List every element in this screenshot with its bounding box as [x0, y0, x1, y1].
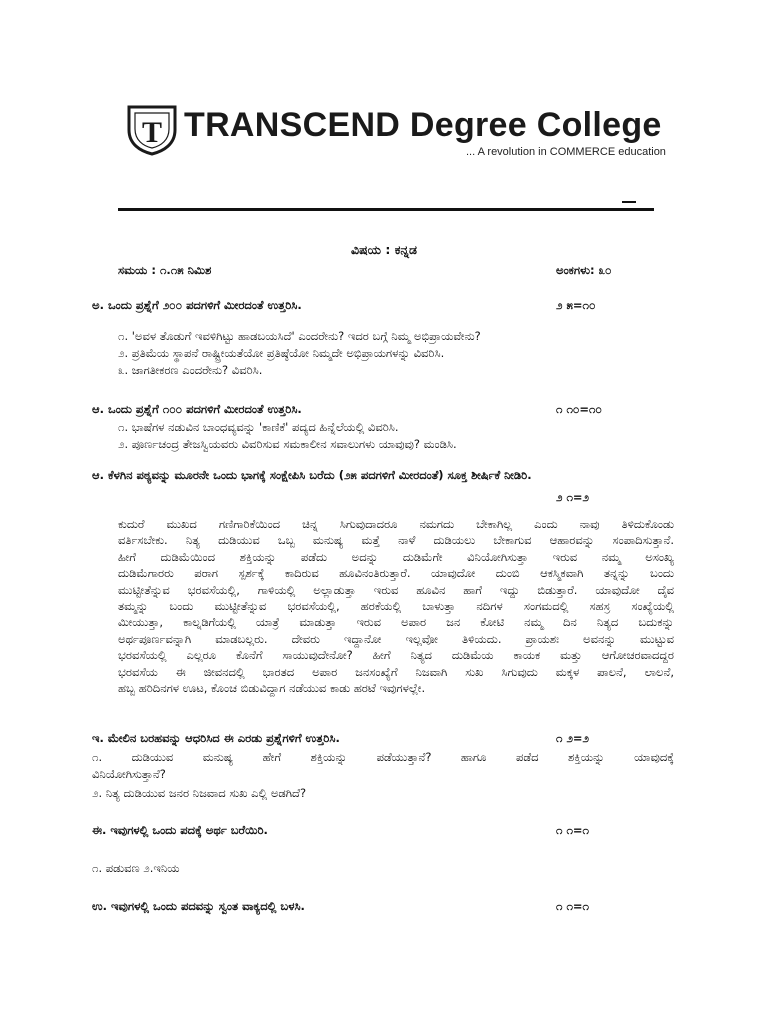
section-u-heading: ಉ. ಇವುಗಳಲ್ಲಿ ಒಂದು ಪದವನ್ನು ಸ್ವಂತ ವಾಕ್ಯದಲ್ಲಿ ಬಳಸಿ.: [92, 899, 305, 913]
precis-passage: [118, 516, 674, 696]
section-i-heading: ಇ. ಮೇಲಿನ ಬರಹವನ್ನು ಆಧರಿಸಿದ ಈ ಎರಡು ಪ್ರಶ್ನೆಗಳಿಗೆ ಉತ್ತರಿಸಿ.: [92, 731, 340, 745]
time-label: ಸಮಯ : ೧.೧೫ ನಿಮಿಶ: [118, 263, 212, 277]
header-dash: [622, 201, 636, 203]
passage-line: ಅರ್ಥಪೂರ್ಣವನ್ನಾಗಿ ಮಾಡಬಲ್ಲರು. ದೇವರು ಇದ್ದಾನೋ ಇಲ್ಲವೋ ತಿಳಿಯದು. ಪ್ರಾಯಶಃ ಅವನನ್ನು ಮುಟ್ಟುವ: [118, 631, 674, 646]
passage-line: ಭರವಸೆಯ ಈ ಜೀವನದಲ್ಲಿ ಭಾರತದ ಅಪಾರ ಜನಸಂಖ್ಯೆಗೆ ನಿಜವಾಗಿ ಸುಖ ಸಿಗುವುದು ಮಕ್ಕಳ ಪಾಲನೆ, ಲಾಲನೆ,: [118, 664, 674, 679]
section-a-question-1: ೧. 'ಅವಳ ತೊಡುಗೆ ಇವಳಿಗಿಟ್ಟು ಹಾಡಬಯಸಿದೆ' ಎಂದರೇನು? ಇದರ ಬಗ್ಗೆ ನಿಮ್ಮ ಅಭಿಪ್ರಾಯವೇನು?: [118, 329, 481, 343]
passage-line: ಭರವಸೆಯಲ್ಲಿ ಎಲ್ಲರೂ ಕೊನೆಗೆ ಸಾಯುವುದೇನೋ? ಹೀಗೆ ನಿತ್ಯದ ದುಡಿಮೆಯ ಕಾಯಕ ಮತ್ತು ಆಗೋಚರವಾದದ್ದರ: [118, 648, 674, 663]
section-aa-question-2: ೨. ಪೂರ್ಣಚಂದ್ರ ತೇಜಸ್ವಿಯವರು ವಿವರಿಸುವ ಸಮಕಾಲೀನ ಸವಾಲುಗಳು ಯಾವುವು? ಮಂಡಿಸಿ.: [118, 437, 457, 451]
logo-letter: T: [141, 116, 163, 149]
passage-line: ವರ್ತಿಸಬೇಕು. ನಿತ್ಯ ದುಡಿಯುವ ಒಬ್ಬ ಮನುಷ್ಯ ಮತ್ತೆ ನಾಳೆ ದುಡಿಯಲು ಬೇಕಾಗುವ ಆಹಾರವನ್ನು ಸಂಪಾದಿಸುತ್ತಾನೆ.: [118, 533, 674, 548]
section-i-marks: ೧ ೨=೨: [556, 731, 589, 745]
passage-line: ಮುಟ್ಟೀತೆನ್ನುವ ಭರವಸೆಯಲ್ಲಿ, ಗಾಳಿಯಲ್ಲಿ ಅಲ್ಲಾಡುತ್ತಾ ಇರುವ ಹೂವಿನ ಹಾಗೆ ಇದ್ದು ಬಿಡುತ್ತಾರೆ. ಯಾವುದೋ ದೈವ: [118, 582, 674, 597]
section-aa-question-1: ೧. ಭಾಷೆಗಳ ನಡುವಿನ ಬಾಂಧವ್ಯವನ್ನು 'ಕಾಣಿಕೆ' ಪದ್ಯದ ಹಿನ್ನೆಲೆಯಲ್ಲಿ ವಿವರಿಸಿ.: [118, 420, 399, 434]
section-a-marks: ೨ ೫=೧೦: [556, 298, 596, 312]
section-a-question-3: ೩. ಜಾಗತೀಕರಣ ಎಂದರೇನು? ವಿವರಿಸಿ.: [118, 363, 263, 377]
passage-line: ದುಡಿಮೆಗಾರರು ಪರಾಗ ಸ್ಪರ್ಶಕ್ಕೆ ಕಾದಿರುವ ಹೂವಿನಂತಿರುತ್ತಾರೆ. ಯಾವುದೋ ದುಂಬಿ ಆಕಸ್ಮಿಕವಾಗಿ ತನ್ನನ್ನು ಬಂದು: [118, 566, 674, 581]
section-a-heading: ಅ. ಒಂದು ಪ್ರಶ್ನೆಗೆ ೨೦೦ ಪದಗಳಿಗೆ ಮೀರದಂತೆ ಉತ್ತರಿಸಿ.: [92, 298, 302, 312]
section-aa-marks: ೧ ೧೦=೧೦: [556, 402, 602, 416]
section-ii-marks: ೧ ೧=೧: [556, 823, 589, 837]
section-aa-heading: ಆ. ಒಂದು ಪ್ರಶ್ನೆಗೆ ೧೦೦ ಪದಗಳಿಗೆ ಮೀರದಂತೆ ಉತ್ತರಿಸಿ.: [92, 402, 302, 416]
total-marks: ಅಂಕಗಳು: ೩೦: [556, 263, 612, 277]
section-ii-heading: ಈ. ಇವುಗಳಲ್ಲಿ ಒಂದು ಪದಕ್ಕೆ ಅರ್ಥ ಬರೆಯಿರಿ.: [92, 823, 268, 837]
section-i-question-1-cont: ವಿನಿಯೋಗಿಸುತ್ತಾನೆ?: [92, 767, 166, 781]
section-a-question-2: ೨. ಪ್ರತಿಮೆಯ ಸ್ಥಾಪನೆ ರಾಷ್ಟ್ರೀಯತೆಯೋ ಪ್ರತಿಷ್ಠೆಯೋ ನಿಮ್ಮದೇ ಅಭಿಪ್ರಾಯಗಳನ್ನು ವಿವರಿಸಿ.: [118, 346, 445, 360]
section-u-marks: ೧ ೧=೧: [556, 899, 589, 913]
passage-line: ಕುದುರೆ ಮುಖದ ಗಣಿಗಾರಿಕೆಯಿಂದ ಚಿನ್ನ ಸಿಗುವುದಾದರೂ ನಮಗದು ಬೇಕಾಗಿಲ್ಲ ಎಂದು ನಾವು ತಿಳಿದುಕೊಂಡು: [118, 517, 674, 531]
header-rule: [118, 208, 654, 211]
section-i-question-2: ೨. ನಿತ್ಯ ದುಡಿಯುವ ಜನರ ನಿಜವಾದ ಸುಖ ಎಲ್ಲಿ ಅಡಗಿದೆ?: [92, 786, 307, 800]
college-tagline: ... A revolution in COMMERCE education: [466, 146, 666, 158]
subject-title: ವಿಷಯ : ಕನ್ನಡ: [351, 242, 417, 257]
college-name: TRANSCEND Degree College: [184, 106, 662, 144]
shield-logo-icon: [126, 104, 178, 156]
college-logo: [126, 100, 706, 170]
section-i-question-1: ೧. ದುಡಿಯುವ ಮನುಷ್ಯ ಹೇಗೆ ಶಕ್ತಿಯನ್ನು ಪಡೆಯುತ್ತಾನೆ? ಹಾಗೂ ಪಡೆದ ಶಕ್ತಿಯನ್ನು ಯಾವುದಕ್ಕೆ: [92, 750, 674, 764]
passage-line: ತಮ್ಮನ್ನು ಬಂದು ಮುಟ್ಟೀತೆನ್ನುವ ಭರವಸೆಯಲ್ಲಿ, ಹರಕೆಯಲ್ಲಿ ಬಾಳುತ್ತಾ ನದಿಗಳ ಸಂಗಮದಲ್ಲಿ ಸಹಸ್ರ ಸಂಖ್ಯೆಯಲ್ಲಿ: [118, 599, 674, 614]
passage-line: ಮೀಯುತ್ತಾ, ಕಾಲ್ನಡಿಗೆಯಲ್ಲಿ ಯಾತ್ರೆ ಮಾಡುತ್ತಾ ಇರುವ ಅಪಾರ ಜನ ಕೋಟಿ ನಮ್ಮ ದಿನ ನಿತ್ಯದ ಬದುಕನ್ನು: [118, 615, 674, 630]
passage-line: ಹಬ್ಬ ಹರಿದಿನಗಳ ಊಟ, ಕೊಂಚ ಬಿಡುವಿದ್ದಾಗ ನಡೆಯುವ ಕಾಡು ಹರಟೆ ಇವುಗಳಲ್ಲೇ.: [118, 681, 426, 696]
passage-line: ಹೀಗೆ ದುಡಿಮೆಯಿಂದ ಶಕ್ತಿಯನ್ನು ಪಡೆದು ಅದನ್ನು ದುಡಿಮೆಗೇ ವಿನಿಯೋಗಿಸುತ್ತಾ ಇರುವ ನಮ್ಮ ಅಸಂಖ್ಯ: [118, 549, 674, 564]
precis-marks: ೨ ೧=೨: [556, 490, 589, 504]
section-ii-words: ೧. ಪಡುವಣ ೨.ಇನಿಯ: [92, 861, 180, 875]
precis-heading: ಆ. ಕೆಳಗಿನ ಪಠ್ಯವನ್ನು ಮೂರನೇ ಒಂದು ಭಾಗಕ್ಕೆ ಸಂಕ್ಷೇಪಿಸಿ ಬರೆದು (೨೫ ಪದಗಳಿಗೆ ಮೀರದಂತೆ) ಸೂಕ್ತ ಶೀರ್ಷಿಕೆ ನೀಡಿರಿ.: [92, 468, 532, 482]
